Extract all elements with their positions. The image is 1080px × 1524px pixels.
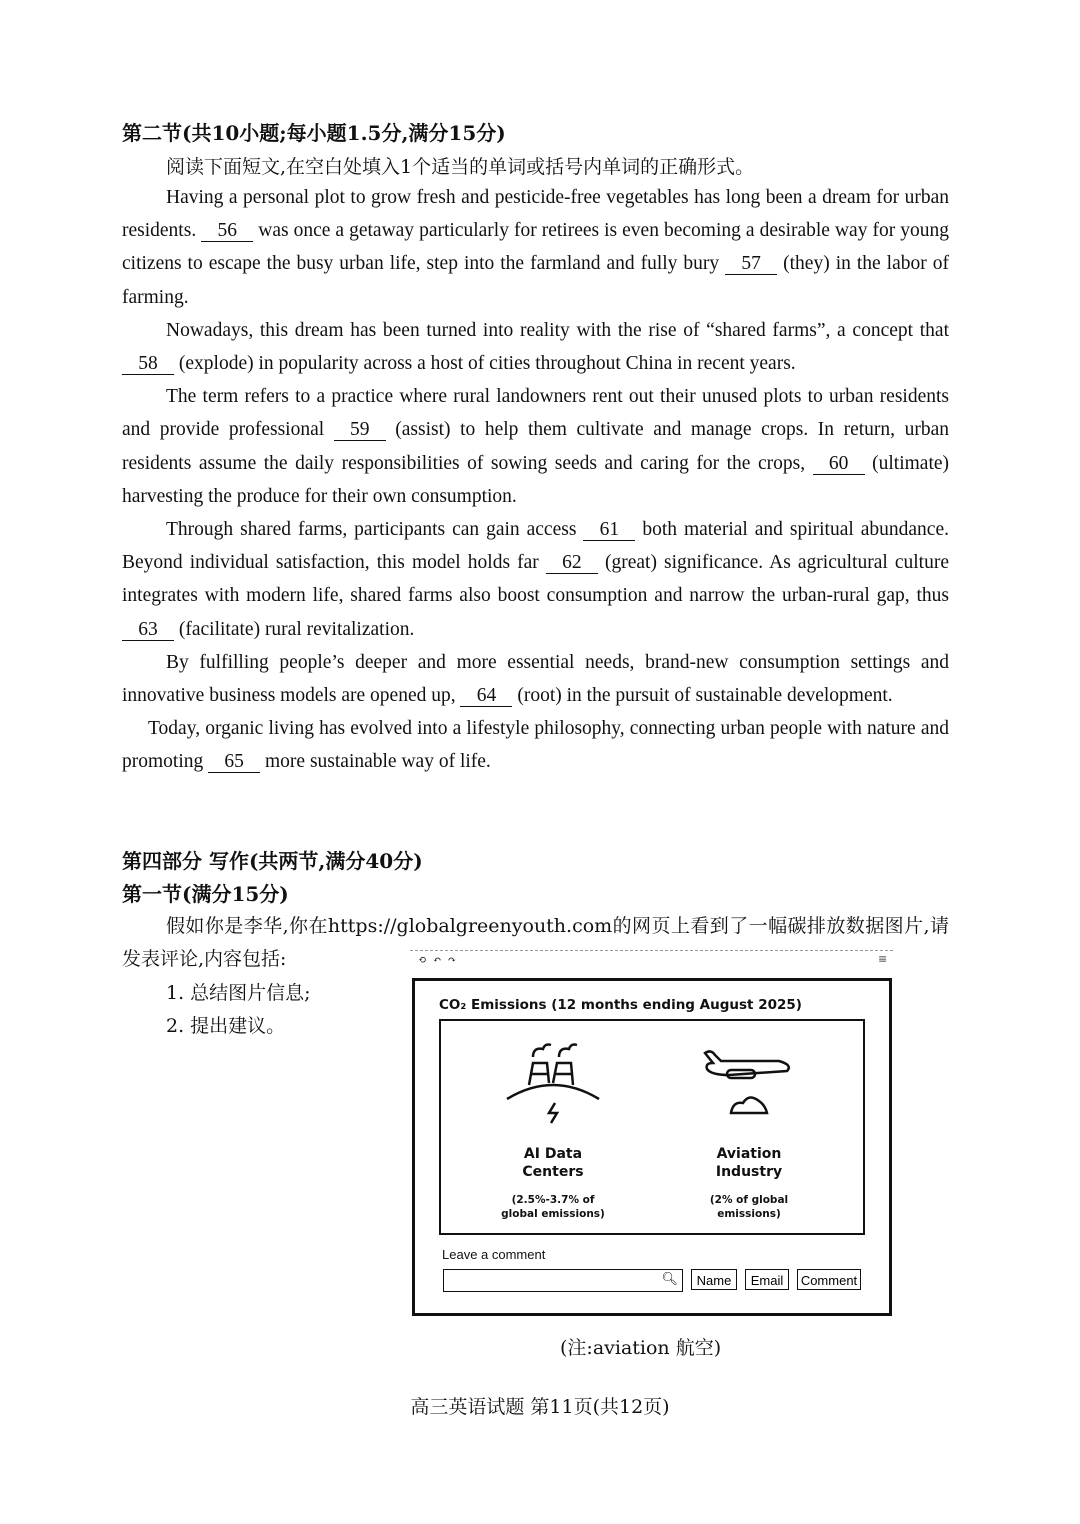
passage-text: more sustainable way of life. (260, 751, 491, 773)
figure-title: CO₂ Emissions (12 months ending August 2025) (439, 997, 802, 1013)
aviation-label: Aviation Industry (715, 1146, 783, 1180)
comment-label: Leave a comment (442, 1247, 546, 1262)
passage (122, 181, 949, 779)
part4-heading: 第四部分 写作(共两节,满分40分) (122, 849, 423, 873)
passage-text: Having a personal plot to grow fresh and pesticide-free vegetables has long been a dream for urban residents. (122, 187, 949, 242)
answer-blank: 63 (122, 619, 174, 641)
figure-note: (注:aviation 航空) (560, 1337, 722, 1359)
instruction: 阅读下面短文,在空白处填入1个适当的单词或括号内单词的正确形式。 (166, 156, 755, 178)
emissions-panel (439, 1019, 865, 1235)
answer-blank: 56 (201, 220, 253, 242)
page-footer: 高三英语试题 第11页(共12页) (410, 1396, 670, 1418)
passage-text: (facilitate) rural revitalization. (174, 618, 415, 640)
passage-text: (root) in the pursuit of sustainable development. (512, 685, 893, 707)
browser-nav-icons: ⟲ ↶ ↷ (418, 955, 459, 966)
passage-text: By fulfilling people’s deeper and more essential needs, brand-new consumption settings and innovative business models are opened up, (122, 651, 949, 707)
answer-blank: 57 (725, 253, 777, 275)
name-button[interactable]: Name (691, 1269, 737, 1290)
answer-blank: 61 (583, 519, 635, 541)
answer-blank: 62 (546, 552, 598, 574)
writing-prompt-text: 假如你是李华,你在https://globalgreenyouth.com的网页上看到了一幅碳排放数据图片,请发表评论,内容包括: (122, 915, 949, 970)
section-heading: 第二节(共10小题;每小题1.5分,满分15分) (122, 121, 506, 145)
emissions-webpage-figure (410, 950, 893, 1318)
search-icon: 🔍︎ (661, 1271, 678, 1286)
ai-data-centers-label: AI Data Centers (522, 1146, 584, 1180)
requirement-item: 2. 提出建议。 (166, 1015, 286, 1037)
webpage-frame (412, 978, 892, 1316)
airplane-cloud-icon (699, 1041, 799, 1131)
menu-icon: ≡ (878, 952, 887, 968)
passage-paragraph (122, 181, 949, 314)
comment-button[interactable]: Comment (797, 1269, 861, 1290)
ai-data-centers-share: (2.5%-3.7% of global emissions) (501, 1194, 605, 1220)
comment-input[interactable] (443, 1269, 683, 1292)
passage-text: Nowadays, this dream has been turned into reality with the rise of “shared farms”, a concept that (166, 319, 949, 341)
passage-paragraph (122, 513, 949, 646)
passage-text: both material and spiritual abundance. Beyond individual satisfaction, this model holds far (122, 519, 949, 574)
requirement-item: 1. 总结图片信息; (166, 982, 311, 1004)
passage-text: (great) significance. As agricultural culture integrates with modern life, shared farms also boost consumption and narrow the urban-rural gap, thus (122, 552, 949, 607)
passage-text: Through shared farms, participants can gain access (166, 519, 584, 541)
passage-text: The term refers to a practice where rural landowners rent out their unused plots to urban residents and provide professional (122, 386, 949, 441)
answer-blank: 64 (460, 685, 512, 707)
passage-text: (they) in the labor of farming. (122, 253, 949, 308)
passage-text: was once a getaway particularly for retirees is even becoming a desirable way for young citizens to escape the busy urban life, step into the farmland and fully bury (122, 220, 949, 275)
passage-paragraph (122, 712, 949, 778)
answer-blank: 58 (122, 353, 174, 375)
aviation-share: (2% of global emissions) (709, 1194, 789, 1220)
answer-blank: 59 (334, 419, 386, 441)
data-center-factory-icon (503, 1041, 603, 1131)
email-button[interactable]: Email (745, 1269, 789, 1290)
answer-blank: 60 (813, 453, 865, 475)
browser-bar (410, 950, 893, 973)
passage-paragraph (122, 380, 949, 513)
passage-text: (ultimate) harvesting the produce for their own consumption. (122, 452, 950, 507)
passage-text: (assist) to help them cultivate and manage crops. In return, urban residents assume the daily responsibilities of sowing seeds and caring for the crops, (122, 419, 949, 474)
passage-text: Today, organic living has evolved into a lifestyle philosophy, connecting urban people with nature and promoting (122, 718, 949, 773)
passage-paragraph (122, 314, 949, 380)
passage-paragraph (122, 646, 949, 712)
writing-section-heading: 第一节(满分15分) (122, 882, 289, 906)
answer-blank: 65 (208, 751, 260, 773)
passage-text: (explode) in popularity across a host of cities throughout China in recent years. (174, 353, 796, 375)
